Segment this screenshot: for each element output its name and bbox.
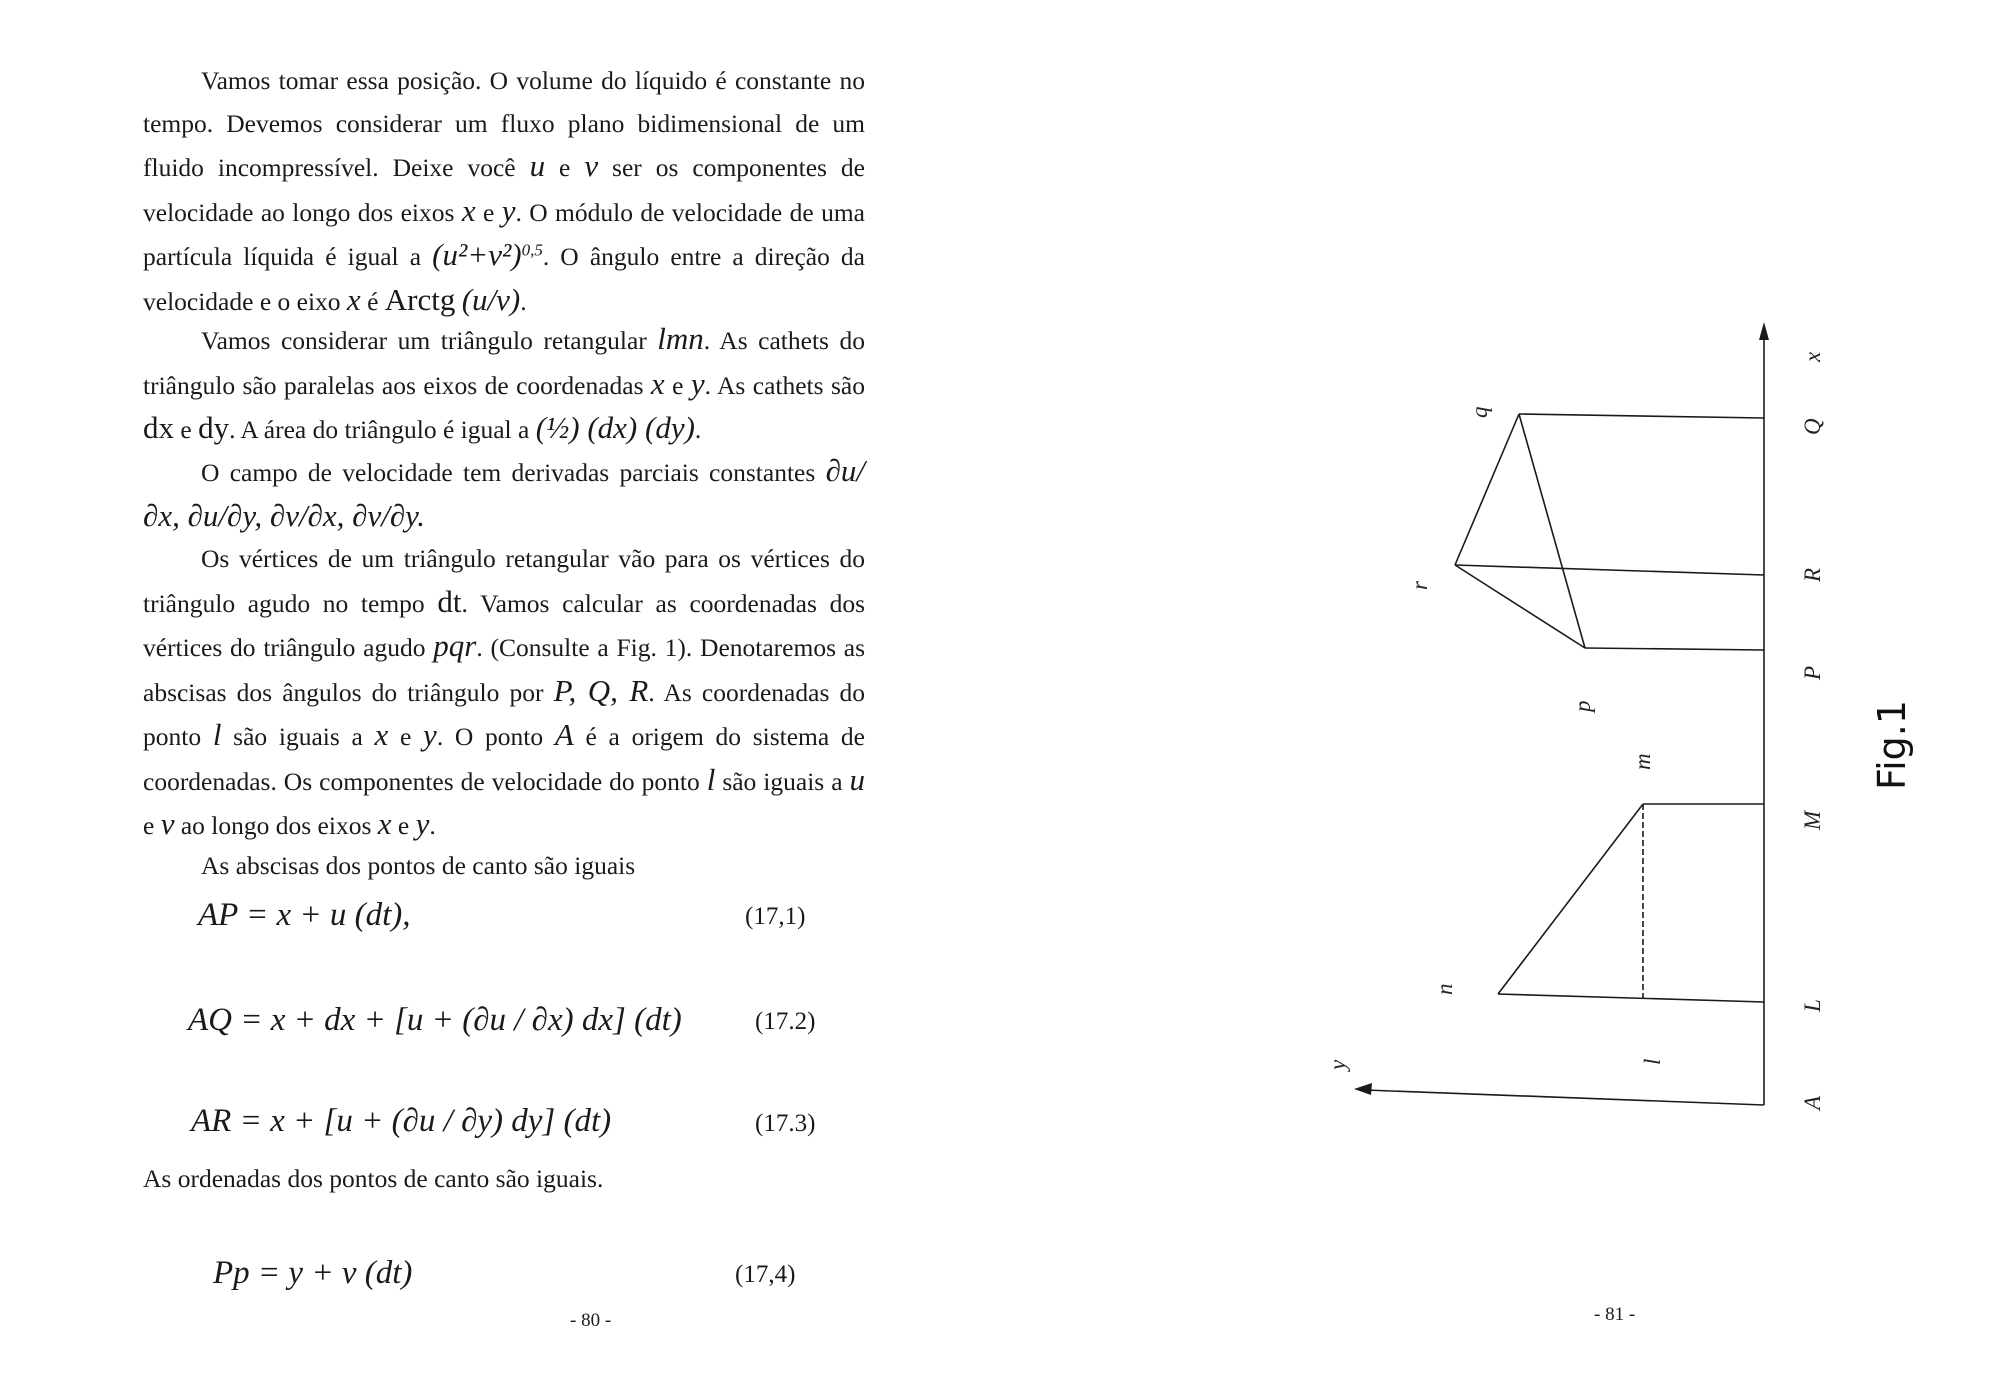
p2-dx: dx — [143, 410, 174, 445]
p4-dt: dt — [437, 583, 462, 619]
side-qr — [1455, 414, 1519, 565]
p2-var-x: x — [650, 365, 665, 401]
figure-1-diagram — [1325, 310, 1930, 1130]
p4-var-v: v — [160, 806, 175, 841]
label-n: n — [1432, 983, 1457, 995]
label-P: P — [1800, 665, 1825, 680]
p2-text-2: . As cathets do triângulo são paralelas aos eixos de coordenadas — [143, 326, 866, 400]
p1-arctg: Arctg — [384, 281, 456, 317]
p1-text-5: é — [360, 286, 385, 316]
label-A: A — [1800, 1095, 1825, 1110]
p2-text-3: . As cathets são — [704, 370, 865, 400]
label-y: y — [1325, 1059, 1350, 1070]
p1-var-x: x — [461, 192, 476, 228]
p4-and-1: e — [388, 722, 424, 751]
p4-var-x-2: x — [377, 806, 392, 841]
p2-dy: dy — [198, 410, 230, 445]
label-l: l — [1640, 1058, 1665, 1065]
p4-text-7: é a origem do sistema de coordenadas. Os componentes de velocidade do ponto — [143, 722, 865, 796]
equation-17-2-number: (17.2) — [755, 1008, 816, 1035]
p2-end: . — [694, 415, 702, 444]
p1-text-1: Vamos tomar essa posição. O volume do líquido é constante no tempo. Devemos considerar um fluxo plano bidimensional de um fluido incompressível. Deixe você — [143, 66, 865, 182]
p2-text-1: Vamos considerar um triângulo retangular — [201, 326, 658, 355]
paragraph-6: As ordenadas dos pontos de canto são iguais. — [143, 1164, 604, 1193]
p4-end: . — [429, 811, 436, 840]
label-r: r — [1407, 581, 1432, 590]
page-number-right: - 81 - — [1594, 1304, 1636, 1325]
equation-17-1-number: (17,1) — [745, 903, 806, 930]
p1-var-y: y — [501, 192, 516, 228]
hypotenuse-mn — [1498, 804, 1643, 994]
y-axis-line — [1365, 1090, 1764, 1105]
p1-var-u: u — [529, 148, 546, 183]
paragraph-3 — [143, 450, 865, 539]
p2-text-4: . A área do triângulo é igual a — [229, 415, 536, 444]
x-axis-arrow — [1759, 322, 1769, 340]
p1-text-2: ser os componentes de velocidade ao longo dos eixos — [143, 153, 865, 227]
p2-var-y: y — [690, 365, 705, 401]
p3-derivatives: ∂u/∂x, ∂u/∂y, ∂v/∂x, ∂v/∂y. — [143, 453, 865, 533]
p4-text-1: Os vértices de um triângulo retangular vão para os vértices do triângulo agudo no tempo — [143, 544, 865, 618]
p3-text-1: O campo de velocidade tem derivadas parciais constantes — [201, 458, 826, 487]
label-L: L — [1800, 999, 1825, 1012]
p4-and-2: e — [143, 811, 161, 840]
p1-and-2: e — [475, 197, 502, 227]
line-q-to-Q — [1519, 414, 1764, 418]
p4-point-A: A — [554, 717, 574, 752]
p2-triangle-lmn: lmn — [657, 321, 704, 356]
label-m: m — [1630, 753, 1655, 770]
p2-area-expr: (½) (dx) (dy) — [535, 410, 695, 445]
equation-17-2: AQ = x + dx + [u + (∂u / ∂x) dx] (dt) — [188, 1002, 682, 1038]
equation-17-3-number: (17.3) — [755, 1110, 816, 1137]
p4-text-8: são iguais a — [715, 766, 850, 796]
paragraph-5: As abscisas dos pontos de canto são iguais — [201, 851, 636, 880]
p1-text-4: . O ângulo entre a direção da velocidade e o eixo — [143, 242, 865, 316]
equation-17-4: Pp = y + v (dt) — [213, 1255, 413, 1291]
p4-and-3: e — [391, 811, 416, 840]
p1-var-v: v — [584, 148, 599, 183]
paragraph-2 — [143, 318, 865, 452]
p4-abscissas-PQR: P, Q, R — [553, 672, 649, 708]
y-axis-arrow — [1354, 1083, 1372, 1095]
label-p: p — [1570, 700, 1595, 712]
label-M: M — [1800, 810, 1825, 830]
p4-text-6: . O ponto — [436, 722, 555, 751]
label-q: q — [1467, 406, 1492, 418]
p4-point-l: l — [212, 717, 222, 752]
p4-var-y-2: y — [415, 806, 430, 841]
p4-triangle-pqr: pqr — [433, 628, 477, 663]
p2-and-2: e — [174, 415, 199, 444]
label-R: R — [1800, 567, 1825, 582]
p4-text-9: ao longo dos eixos — [174, 811, 378, 840]
paragraph-4 — [143, 538, 865, 848]
equation-17-1: AP = x + u (dt), — [198, 897, 411, 933]
line-n-to-L — [1498, 994, 1764, 1002]
p4-var-u: u — [849, 761, 865, 797]
p4-var-y: y — [423, 717, 437, 752]
p4-var-x: x — [374, 717, 389, 752]
p1-var-x-2: x — [346, 281, 361, 317]
p1-and-1: e — [545, 153, 585, 182]
line-p-to-P — [1585, 648, 1764, 650]
p1-exponent: 0,5 — [521, 240, 543, 260]
p4-text-5: são iguais a — [221, 722, 375, 751]
p4-text-3: . (Consulte a Fig. 1). Denotaremos as abscisas dos ângulos do triângulo por — [143, 633, 865, 707]
p1-magnitude-expr: (u²+v²) — [432, 237, 522, 272]
line-r-to-R — [1455, 565, 1764, 575]
p1-end: . — [520, 286, 527, 316]
p4-point-l-2: l — [706, 761, 716, 797]
equation-17-4-number: (17,4) — [735, 1261, 796, 1288]
p1-text-3: . O módulo de velocidade de uma partícula líquida é igual a — [143, 197, 865, 271]
figure-title: Fig.1 — [1870, 699, 1914, 790]
equation-17-3: AR = x + [u + (∂u / ∂y) dy] (dt) — [191, 1103, 612, 1139]
paragraph-1 — [143, 60, 865, 323]
p1-arctg-arg: (u/v) — [461, 281, 521, 317]
label-Q: Q — [1800, 418, 1825, 435]
p4-text-4: . As coordenadas do ponto — [143, 677, 865, 751]
p2-and-1: e — [664, 370, 691, 400]
page-number-left: - 80 - — [570, 1310, 612, 1331]
p4-text-2: . Vamos calcular as coordenadas dos vértices do triângulo agudo — [143, 588, 865, 662]
label-x: x — [1800, 351, 1825, 362]
